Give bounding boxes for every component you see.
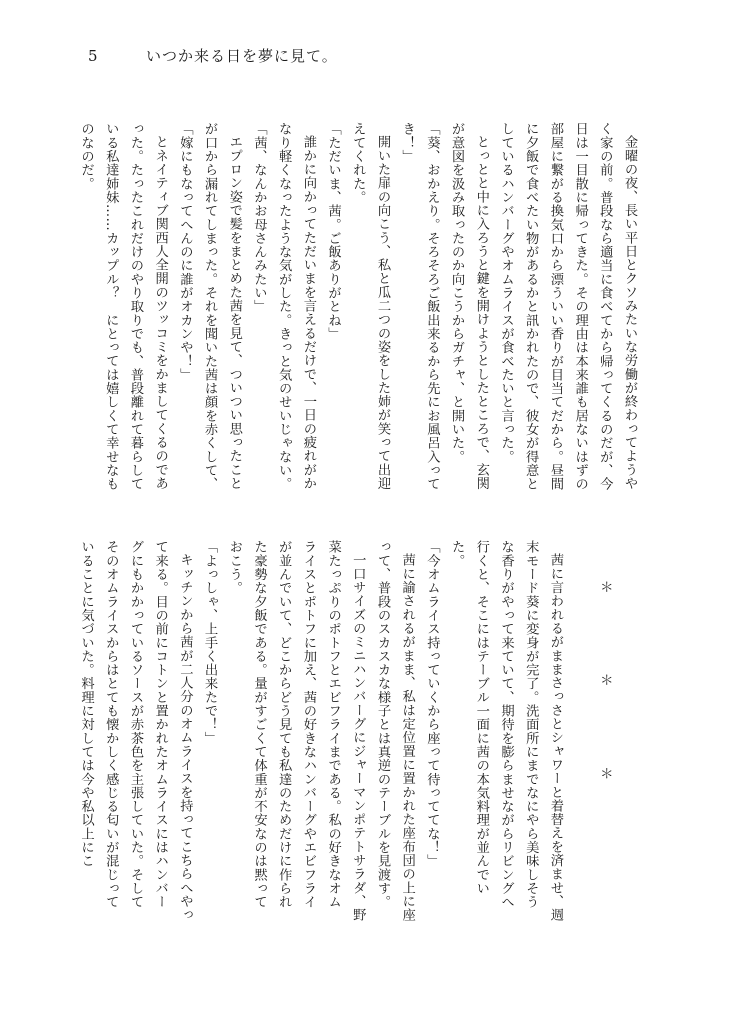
paragraph: エプロン姿で髪をまとめた茜を見て、ついつい思ったことが口から漏れてしまった。それを聞いた茜は顔を赤くして、 xyxy=(202,122,242,491)
running-title: いつか来る日を夢に見て。 xyxy=(146,47,338,65)
paragraph: とネイティブ関西人全開のツッコミをかましてくるのであった。たったこれだけのやり取りでも、普段離れて暮らしている私達姉妹……カップル？ にとっては嬉しくて幸せなものなのだ。 xyxy=(78,122,168,491)
dialogue-line: 「よっしゃ、上手く出来たで！」 xyxy=(202,540,218,745)
paragraph: キッチンから茜が二人分のオムライスを持ってこちらへやって来る。目の前にコトンと置かれたオムライスにはハンバーグにもかかっているソースが赤茶色を主張していた。そしてそのオムライスからはとても懐かしく感じる匂いが混じっていることに気づいた。料理に対しては今や私以上にこ xyxy=(78,540,193,922)
blank-line xyxy=(567,540,592,922)
text-block-lower xyxy=(78,540,641,922)
dialogue-line: 「葵、おかえり。そろそろご飯出来るから先にお風呂入ってき！」 xyxy=(399,122,440,491)
page-header xyxy=(88,44,488,68)
paragraph: とっとと中に入ろうと鍵を開けようとしたところで、玄関が意図を汲み取ったのか向こうからガチャ、と開いた。 xyxy=(449,122,489,491)
paragraph: 誰かに向かってただいまを言えるだけで、一日の疲れがかなり軽くなったような気がした。きっと気のせいじゃない。 xyxy=(276,122,316,491)
paragraph: 一口サイズのミニハンバーグにジャーマンポテトサラダ、野菜たっぷりのポトフとエビフライまである。私の好きなオムライスとポトフに加え、茜の好きなハンバーグやエビフライが並んでいて、どこからどう見ても私達のためだけに作られた豪勢な夕飯である。量がすごくて体重が不安なのは黙っておこう。 xyxy=(226,540,366,922)
paragraph: 金曜の夜、長い平日とクソみたいな労働が終わってようやく家の前。普段なら適当に食べてから帰ってくるのだが、今日は一目散に帰ってきた。その理由は本来誰も居ないはずの部屋に繋がる換気口から漂ういい香りが目当てだから。昼間に夕飯で食べたい物があるかと訊かれたので、彼女が得意としているハンバーグやオムライスが食べたいと言った。 xyxy=(498,122,637,491)
paragraph: 茜に諭されるがまま、私は定位置に置かれた座布団の上に座って、普段のスカスカな様子とは真逆のテーブルを見渡す。 xyxy=(375,540,415,922)
dialogue-line: 「ただいま、茜。ご飯ありがとね」 xyxy=(325,122,341,341)
dialogue-line: 「今オムライス持っていくから座って待っててな！」 xyxy=(424,540,440,868)
blank-line xyxy=(616,540,641,922)
paragraph: 開いた扉の向こう、私と瓜二つの姿をした姉が笑って出迎えてくれた。 xyxy=(350,122,390,491)
text-block-upper xyxy=(78,122,641,500)
dialogue-line: 「嫁にもなってへんのに誰がオカンや！」 xyxy=(177,122,193,382)
scene-break: ＊ ＊ ＊ xyxy=(597,579,613,813)
paragraph: 茜に言われるがままさっさとシャワーと着替えを済ませ、週末モード葵に変身が完了。洗面所にまでなにやら美味しそうな香りがやって来ていて、期待を膨らませながらリビングへ行くと、そこにはテーブル一面に茜の本気料理が並んでいた。 xyxy=(449,540,563,922)
page-number: 5 xyxy=(88,47,98,65)
dialogue-line: 「茜、なんかお母さんみたい」 xyxy=(251,122,267,314)
